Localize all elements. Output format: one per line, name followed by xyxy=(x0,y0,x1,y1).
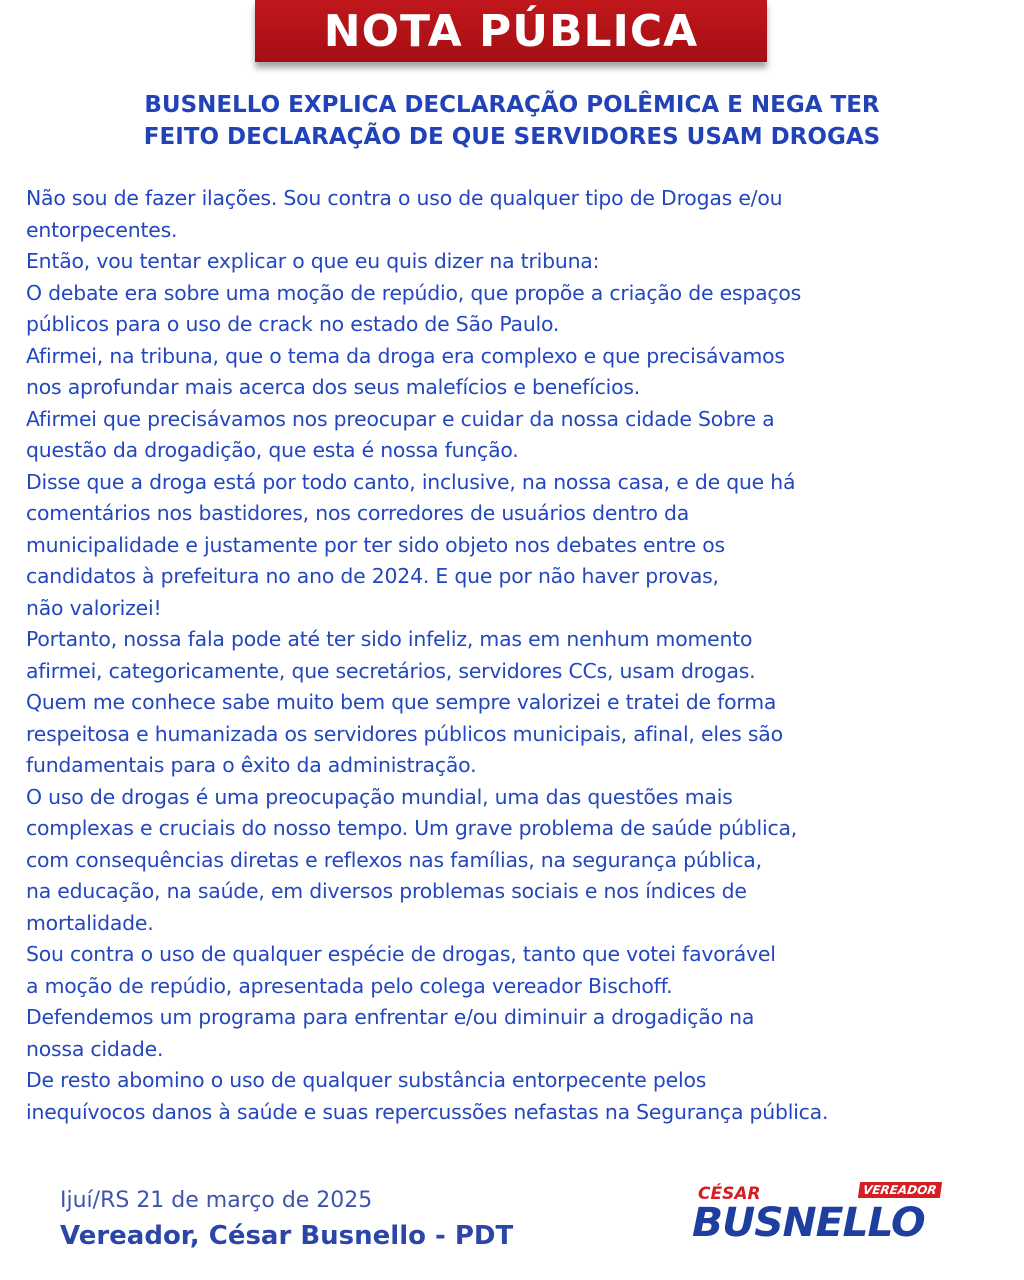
statement-line: na educação, na saúde, em diversos problemas sociais e nos índices de xyxy=(26,879,747,903)
footer-date: Ijuí/RS 21 de março de 2025 xyxy=(60,1188,373,1213)
statement-line: municipalidade e justamente por ter sido objeto nos debates entre os xyxy=(26,532,725,557)
statement-line: Portanto, nossa fala pode até ter sido infeliz, mas em nenhum momento xyxy=(26,627,753,651)
statement-line: De resto abomino o uso de qualquer substância entorpecente pelos xyxy=(26,1068,707,1092)
statement-line: Disse que a droga está por todo canto, inclusive, na nossa casa, e de que há xyxy=(26,469,796,494)
busnello-logo xyxy=(690,1180,950,1250)
statement-line: com consequências diretas e reflexos nas famílias, na segurança pública, xyxy=(26,847,762,872)
footer-signature: Vereador, César Busnello - PDT xyxy=(60,1221,514,1251)
statement-line: Defendemos um programa para enfrentar e/ou diminuir a drogadição na xyxy=(26,1005,755,1029)
statement-line: comentários nos bastidores, nos corredores de usuários dentro da xyxy=(26,501,690,525)
banner xyxy=(255,0,767,66)
statement-line: fundamentais para o êxito da administração. xyxy=(26,753,477,777)
headline xyxy=(40,89,984,153)
statement-line: Afirmei, na tribuna, que o tema da droga era complexo e que precisávamos xyxy=(26,343,785,368)
logo-first-name: CÉSAR xyxy=(698,1184,761,1204)
statement-line: Quem me conhece sabe muito bem que sempre valorizei e tratei de forma xyxy=(26,690,777,714)
statement-line: Não sou de fazer ilações. Sou contra o uso de qualquer tipo de Drogas e/ou xyxy=(26,186,783,210)
statement-line: inequívocos danos à saúde e suas repercussões nefastas na Segurança pública. xyxy=(26,1099,829,1124)
statement-line: candidatos à prefeitura no ano de 2024. E que por não haver provas, xyxy=(26,564,719,588)
statement-line: nossa cidade. xyxy=(26,1036,164,1061)
banner-title: NOTA PÚBLICA xyxy=(323,6,699,57)
statement-body xyxy=(26,183,1016,1128)
statement-line: mortalidade. xyxy=(26,910,154,935)
statement-line: respeitosa e humanizada os servidores públicos municipais, afinal, eles são xyxy=(26,721,783,746)
headline-line-2: FEITO DECLARAÇÃO DE QUE SERVIDORES USAM DROGAS xyxy=(143,124,881,150)
statement-line: Sou contra o uso de qualquer espécie de drogas, tanto que votei favorável xyxy=(26,942,776,966)
statement-line: Afirmei que precisávamos nos preocupar e cuidar da nossa cidade Sobre a xyxy=(26,406,775,431)
statement-line: públicos para o uso de crack no estado de São Paulo. xyxy=(26,312,560,336)
statement-line: entorpecentes. xyxy=(26,217,178,242)
statement-line: O debate era sobre uma moção de repúdio, que propõe a criação de espaços xyxy=(26,280,802,305)
headline-line-1: BUSNELLO EXPLICA DECLARAÇÃO POLÊMICA E NEGA TER xyxy=(144,92,880,118)
statement-line: complexas e cruciais do nosso tempo. Um grave problema de saúde pública, xyxy=(26,816,798,840)
statement-line: Então, vou tentar explicar o que eu quis dizer na tribuna: xyxy=(26,249,600,273)
statement-line: nos aprofundar mais acerca dos seus malefícios e benefícios. xyxy=(26,375,641,399)
logo-vereador-badge: VEREADOR xyxy=(858,1182,942,1198)
banner-background xyxy=(255,0,767,62)
statement-line: questão da drogadição, que esta é nossa função. xyxy=(26,438,519,462)
statement-line: O uso de drogas é uma preocupação mundial, uma das questões mais xyxy=(26,784,733,809)
logo-last-name: BUSNELLO xyxy=(692,1200,925,1246)
statement-line: a moção de repúdio, apresentada pelo colega vereador Bischoff. xyxy=(26,973,673,998)
statement-line: não valorizei! xyxy=(26,595,162,620)
statement-line: afirmei, categoricamente, que secretários, servidores CCs, usam drogas. xyxy=(26,658,756,683)
